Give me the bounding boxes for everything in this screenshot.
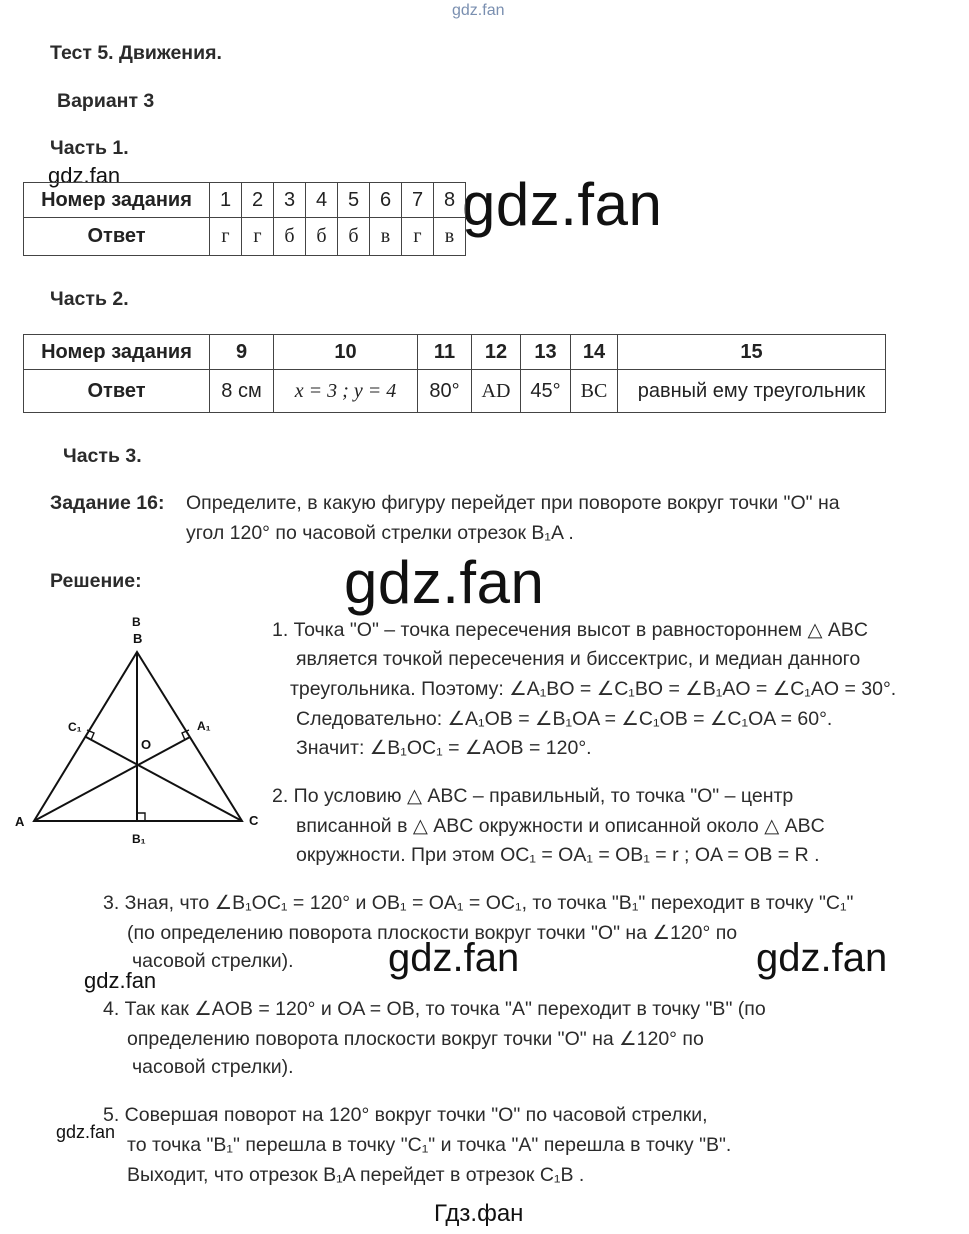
task-number: 11: [418, 335, 472, 370]
answer-cell: в: [370, 218, 402, 256]
solution-line: определению поворота плоскости вокруг точки "O" на ∠120° по: [127, 1028, 704, 1050]
solution-line: вписанной в △ ABC окружности и описанной около △ ABC: [296, 815, 825, 837]
watermark-big: gdz.fan: [344, 549, 545, 616]
answer-cell: AD: [472, 370, 521, 413]
part2-heading: Часть 2.: [50, 288, 129, 310]
watermark-mid: gdz.fan: [388, 936, 520, 980]
task-label: Задание 16:: [50, 492, 165, 514]
solution-line: 2. По условию △ ABC – правильный, то точка "O" – центр: [272, 785, 794, 807]
solution-line: 4. Так как ∠AOB = 120° и OA = OB, то точка "A" переходит в точку "B" (по: [103, 998, 766, 1020]
task-number: 3: [274, 183, 306, 218]
watermark-big: gdz.fan: [462, 171, 663, 238]
task-number: 2: [242, 183, 274, 218]
task-number: 13: [521, 335, 571, 370]
label-b: B: [133, 631, 143, 646]
row-header: Номер задания: [24, 183, 210, 218]
label-o: O: [141, 737, 152, 752]
task-number: 14: [571, 335, 618, 370]
answer-cell: 8 см: [210, 370, 274, 413]
answer-cell: BC: [571, 370, 618, 413]
part1-heading: Часть 1.: [50, 137, 129, 159]
label-b-top: B: [132, 615, 141, 629]
label-a1: A₁: [197, 719, 211, 733]
solution-line: 5. Совершая поворот на 120° вокруг точки "O" по часовой стрелки,: [103, 1104, 708, 1126]
footer-watermark: Гдз.фан: [434, 1200, 524, 1227]
watermark-small: gdz.fan: [48, 163, 121, 188]
task-number: 8: [434, 183, 466, 218]
watermark-small: gdz.fan: [84, 968, 157, 993]
label-c: C: [249, 813, 259, 828]
part1-table: [23, 182, 466, 256]
answer-header: Ответ: [24, 218, 210, 256]
solution-line: то точка "B₁" перешла в точку "C₁" и точка "A" перешла в точку "B".: [127, 1134, 732, 1156]
variant-label: Вариант 3: [57, 90, 155, 112]
solution-line: Выходит, что отрезок B₁A перейдет в отрезок C₁B .: [127, 1164, 585, 1186]
answer-cell: г: [402, 218, 434, 256]
altitude-aa1: [34, 737, 190, 821]
answer-cell: г: [210, 218, 242, 256]
watermark-top: gdz.fan: [452, 2, 505, 19]
label-a: A: [15, 814, 25, 829]
answer-cell: равный ему треугольник: [618, 370, 886, 413]
answer-cell: 45°: [521, 370, 571, 413]
task-number: 1: [210, 183, 242, 218]
task-number: 10: [274, 335, 418, 370]
watermark-small: gdz.fan: [56, 1122, 116, 1142]
answer-cell: б: [306, 218, 338, 256]
triangle-figure: [8, 612, 273, 852]
task-number: 7: [402, 183, 434, 218]
row-header: Номер задания: [24, 335, 210, 370]
solution-line: Значит: ∠B₁OC₁ = ∠AOB = 120°.: [296, 737, 592, 759]
answer-cell: 80°: [418, 370, 472, 413]
answer-cell: б: [274, 218, 306, 256]
task-text-line: Определите, в какую фигуру перейдет при повороте вокруг точки "O" на: [186, 492, 840, 514]
solution-line: (по определению поворота плоскости вокруг точки "O" на ∠120° по: [127, 922, 738, 944]
task-number: 12: [472, 335, 521, 370]
solution-line: часовой стрелки).: [132, 1056, 294, 1078]
solution-line: часовой стрелки).: [132, 950, 294, 972]
answer-cell: в: [434, 218, 466, 256]
altitude-cc1: [86, 737, 242, 821]
solution-line: треугольника. Поэтому: ∠A₁BO = ∠C₁BO = ∠B₁AO = ∠C₁AO = 30°.: [290, 678, 897, 700]
answer-cell: б: [338, 218, 370, 256]
solution-line: 1. Точка "O" – точка пересечения высот в равностороннем △ ABC: [272, 619, 869, 641]
task-text-line: угол 120° по часовой стрелки отрезок B₁A .: [186, 522, 574, 544]
solution-line: Следовательно: ∠A₁OB = ∠B₁OA = ∠C₁OB = ∠C₁OA = 60°.: [296, 708, 833, 730]
answer-cell: x = 3 ; y = 4: [274, 370, 418, 413]
solution-line: является точкой пересечения и биссектрис, и медиан данного: [296, 648, 861, 670]
part2-table: [23, 334, 886, 413]
label-b1: B₁: [132, 832, 146, 846]
part3-heading: Часть 3.: [63, 445, 142, 467]
right-angle-mark: [137, 813, 145, 821]
watermark-mid: gdz.fan: [756, 936, 888, 980]
task-number: 6: [370, 183, 402, 218]
task-number: 15: [618, 335, 886, 370]
answer-header: Ответ: [24, 370, 210, 413]
solution-line: окружности. При этом OC₁ = OA₁ = OB₁ = r ; OA = OB = R .: [296, 844, 820, 866]
label-c1: C₁: [68, 720, 82, 734]
solution-label: Решение:: [50, 570, 142, 592]
task-number: 5: [338, 183, 370, 218]
solution-line: 3. Зная, что ∠B₁OC₁ = 120° и OB₁ = OA₁ = OC₁, то точка "B₁" переходит в точку "C₁": [103, 892, 854, 914]
answer-cell: г: [242, 218, 274, 256]
task-number: 9: [210, 335, 274, 370]
test-title: Тест 5. Движения.: [50, 42, 222, 64]
task-number: 4: [306, 183, 338, 218]
